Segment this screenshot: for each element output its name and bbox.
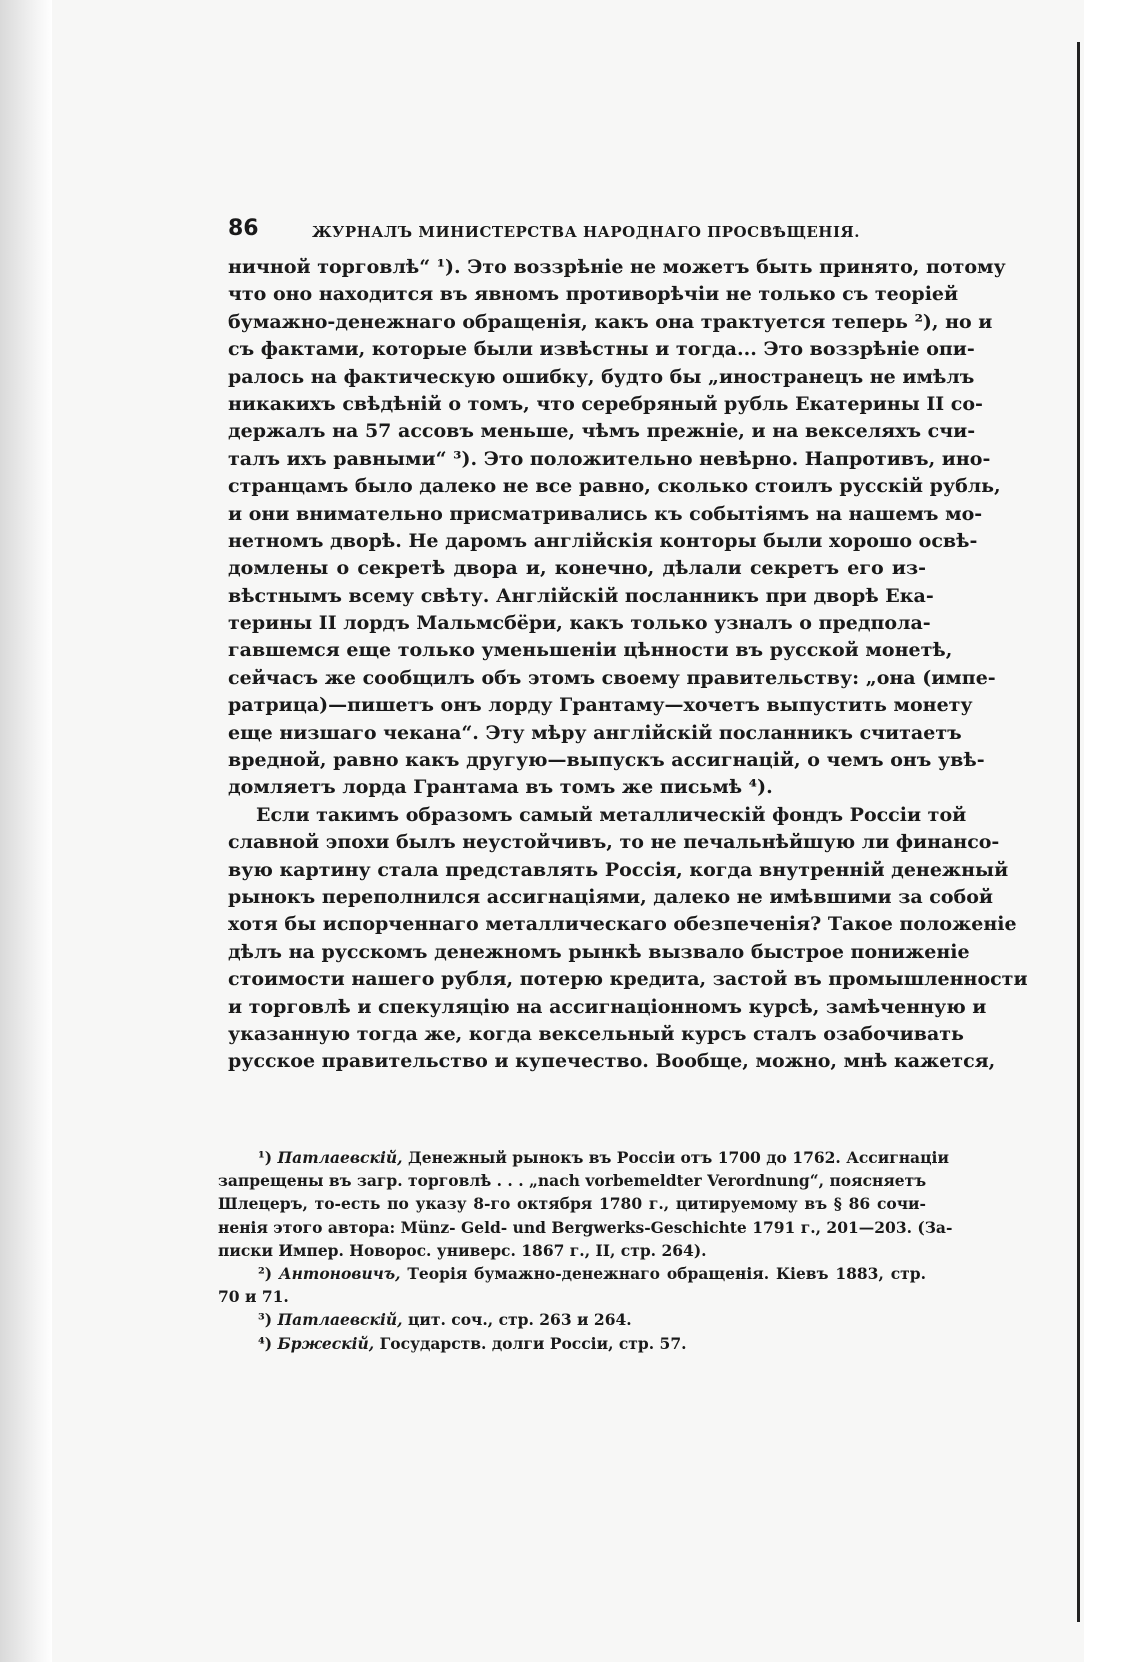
footnote-marker: ³) xyxy=(258,1310,273,1330)
scan-edge xyxy=(0,0,52,1662)
text-line: нетномъ дворѣ. Не даромъ англійскія конторы были хорошо освѣ- xyxy=(228,529,978,552)
text-line: бумажно-денежнаго обращенія, какъ она трактуется теперь ²), но и xyxy=(228,310,993,333)
text-line: никакихъ свѣдѣній о томъ, что серебряный рубль Екатерины II со- xyxy=(228,392,983,415)
text-line: стоимости нашего рубля, потерю кредита, застой въ промышленности xyxy=(228,968,1028,991)
footnote-line: 70 и 71. xyxy=(218,1287,289,1307)
main-text xyxy=(228,254,1028,1076)
footnote-3 xyxy=(218,1308,926,1331)
footnote-line: Шлецеръ, то-есть по указу 8-го октября 1780 г., цитируемому въ § 86 сочи- xyxy=(218,1194,926,1214)
text-line: ралось на фактическую ошибку, будто бы „иностранецъ не имѣлъ xyxy=(228,365,975,388)
footnote-author: Патлаевскій, xyxy=(277,1310,403,1330)
footnote-line: запрещены въ загр. торговлѣ . . . „nach vorbemeldter Verordnung“, поясняетъ xyxy=(218,1171,927,1191)
text-line: рынокъ переполнился ассигнаціями, далеко не имѣвшими за собой xyxy=(228,885,993,908)
footnote-marker: ⁴) xyxy=(258,1333,273,1353)
text-line: и торговлѣ и спекуляцію на ассигнаціонномъ курсѣ, замѣченную и xyxy=(228,995,987,1018)
text-line: терины II лордъ Мальмсбёри, какъ только узналъ о предпола- xyxy=(228,612,931,635)
footnote-text: Государств. долги Россіи, стр. 57. xyxy=(379,1333,687,1353)
text-line: что оно находится въ явномъ противорѣчіи не только съ теоріей xyxy=(228,283,959,306)
footnote-2 xyxy=(218,1262,926,1285)
footnote-4 xyxy=(218,1332,926,1355)
text-line: домляетъ лорда Грантама въ томъ же письмѣ ⁴). xyxy=(228,776,773,799)
footnote-author: Бржескій, xyxy=(277,1333,375,1353)
text-line: еще низшаго чекана“. Эту мѣру англійскій посланникъ считаетъ xyxy=(228,721,962,744)
text-line: дѣлъ на русскомъ денежномъ рынкѣ вызвало быстрое пониженіе xyxy=(228,940,970,963)
footnote-text: цит. соч., стр. 263 и 264. xyxy=(407,1310,632,1330)
text-line: и они внимательно присматривались къ событіямъ на нашемъ мо- xyxy=(228,502,983,525)
text-line: Если такимъ образомъ самый металлическій фондъ Россіи той xyxy=(256,803,967,826)
text-line: держалъ на 57 ассовъ меньше, чѣмъ прежніе, и на векселяхъ счи- xyxy=(228,420,976,443)
text-line: гавшемся еще только уменьшеніи цѣнности въ русской монетѣ, xyxy=(228,639,953,662)
text-line: странцамъ было далеко не все равно, сколько стоилъ русскій рубль, xyxy=(228,475,1001,498)
footnote-text: Денежный рынокъ въ Россіи отъ 1700 до 1762. Ассигнаціи xyxy=(407,1148,949,1167)
text-line: хотя бы испорченнаго металлическаго обезпеченія? Такое положеніе xyxy=(228,913,1017,936)
footnote-author: Антоновичъ, xyxy=(279,1263,401,1283)
binding-line xyxy=(1077,42,1080,1622)
text-line: вредной, равно какъ другую—выпускъ ассигнацій, о чемъ онъ увѣ- xyxy=(228,749,985,772)
footnote-line: ненія этого автора: Münz- Geld- und Bergwerks-Geschichte 1791 г., 201—203. (За- xyxy=(218,1217,953,1237)
text-line: вую картину стала представлять Россія, когда внутренній денежный xyxy=(228,858,1009,881)
running-title: ЖУРНАЛЪ МИНИСТЕРСТВА НАРОДНАГО ПРОСВѢЩЕНІЯ. xyxy=(312,223,860,241)
text-line: указанную тогда же, когда вексельный курсъ сталъ озабочивать xyxy=(228,1022,964,1045)
page-number: 86 xyxy=(228,216,259,241)
footnote-marker: ¹) xyxy=(258,1148,273,1167)
text-line: ратрица)—пишетъ онъ лорду Грантаму—хочетъ выпустить монету xyxy=(228,694,973,717)
text-line: славной эпохи былъ неустойчивъ, то не печальнѣйшую ли финансо- xyxy=(228,831,1000,854)
text-line: сейчасъ же сообщилъ объ этомъ своему правительству: „она (импе- xyxy=(228,666,996,689)
text-line: вѣстнымъ всему свѣту. Англійскій посланникъ при дворѣ Ека- xyxy=(228,584,934,607)
text-line: ничной торговлѣ“ ¹). Это воззрѣніе не можетъ быть принято, потому xyxy=(228,256,1006,278)
footnote-text: Теорія бумажно-денежнаго обращенія. Кіевъ 1883, стр. xyxy=(407,1263,927,1283)
text-line: русское правительство и купечество. Вообще, можно, мнѣ кажется, xyxy=(228,1050,996,1073)
footnote-line: писки Импер. Новорос. универс. 1867 г., II, стр. 264). xyxy=(218,1240,707,1260)
text-line: талъ ихъ равными“ ³). Это положительно невѣрно. Напротивъ, ино- xyxy=(228,447,991,470)
page-header xyxy=(228,216,928,246)
footnote-1 xyxy=(218,1146,949,1169)
text-line: съ фактами, которые были извѣстны и тогда... Это воззрѣніе опи- xyxy=(228,338,975,361)
footnote-author: Патлаевскій, xyxy=(277,1148,403,1167)
footnotes xyxy=(218,1146,953,1355)
text-line: домлены о секретѣ двора и, конечно, дѣлали секретъ его из- xyxy=(228,557,926,580)
footnote-marker: ²) xyxy=(258,1263,273,1283)
